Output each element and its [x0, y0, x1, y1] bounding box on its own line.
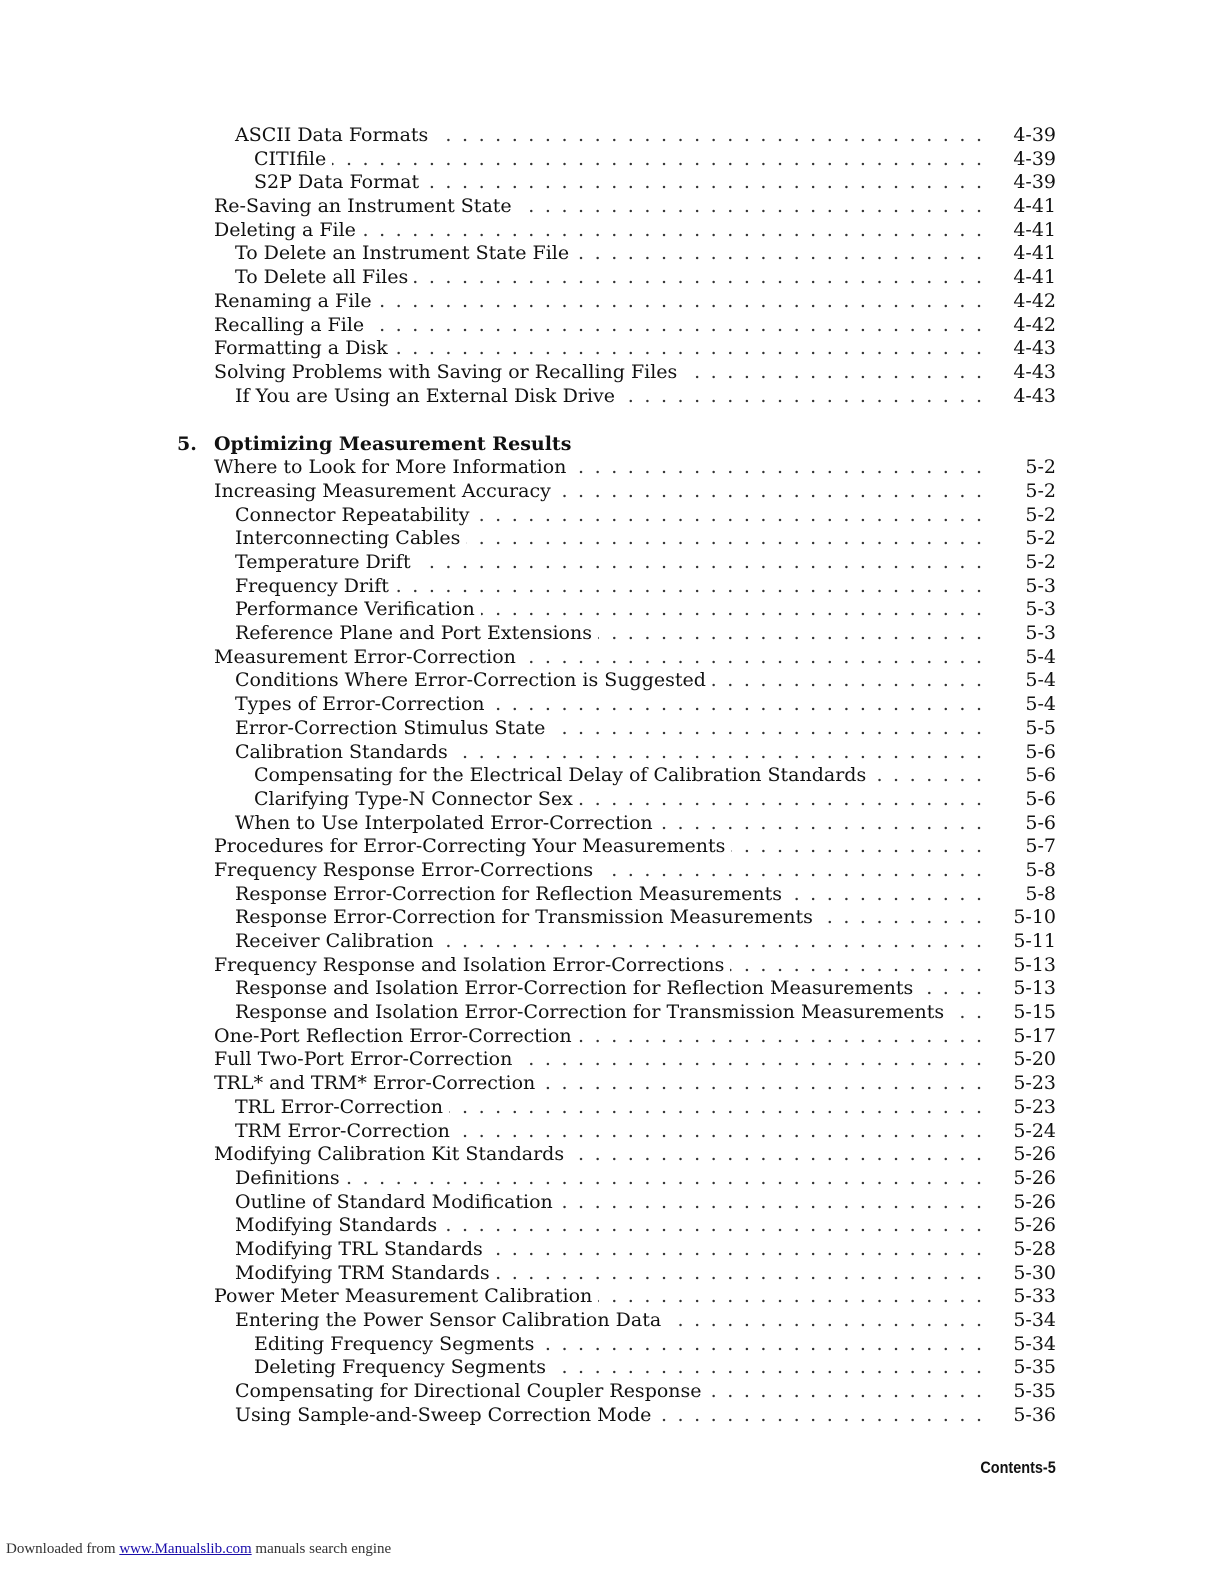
toc-entry-title: Measurement Error-Correction: [214, 646, 522, 670]
toc-entry-title: Reference Plane and Port Extensions: [235, 622, 598, 646]
dot-leader: [330, 219, 982, 243]
toc-entry-title: Editing Frequency Segments: [254, 1333, 540, 1357]
dot-leader: [330, 551, 982, 575]
chapter-number: 5.: [177, 433, 197, 456]
toc-entry-page: 5-36: [1013, 1403, 1056, 1426]
toc-entry-title: Temperature Drift: [235, 551, 417, 575]
toc-entry[interactable]: [0, 788, 1224, 812]
toc-entry-page: 4-43: [1013, 337, 1056, 360]
toc-entry-page: 5-6: [1025, 764, 1056, 787]
toc-entry[interactable]: [0, 835, 1224, 859]
toc-entry-title: Where to Look for More Information: [214, 456, 572, 480]
toc-entry-page: 5-26: [1013, 1214, 1056, 1237]
toc-entry[interactable]: [0, 575, 1224, 599]
toc-entry-page: 5-35: [1013, 1380, 1056, 1403]
toc-entry[interactable]: [0, 1167, 1224, 1191]
toc-entry-page: 5-5: [1025, 716, 1056, 739]
toc-entry[interactable]: [0, 717, 1224, 741]
toc-entry[interactable]: [0, 954, 1224, 978]
toc-entry[interactable]: [0, 693, 1224, 717]
toc-entry-title: Definitions: [235, 1167, 346, 1191]
toc-entry-page: 5-33: [1013, 1285, 1056, 1308]
toc-entry[interactable]: [0, 219, 1224, 243]
toc-entry[interactable]: [0, 1285, 1224, 1309]
toc-entry-page: 4-42: [1013, 313, 1056, 336]
toc-entry-title: One-Port Reflection Error-Correction: [214, 1025, 578, 1049]
toc-entry-title: Modifying Calibration Kit Standards: [214, 1143, 570, 1167]
toc-entry-title: TRL* and TRM* Error-Correction: [214, 1072, 541, 1096]
toc-entry-page: 5-4: [1025, 669, 1056, 692]
toc-entry[interactable]: [0, 646, 1224, 670]
toc-section-previous: [0, 124, 1224, 408]
toc-entry[interactable]: [0, 124, 1224, 148]
toc-entry-title: Compensating for the Electrical Delay of Calibration Standards: [254, 764, 872, 788]
toc-entry[interactable]: [0, 504, 1224, 528]
toc-entry[interactable]: [0, 456, 1224, 480]
toc-entry-page: 5-3: [1025, 622, 1056, 645]
table-of-contents: [0, 124, 1224, 1427]
toc-entry[interactable]: [0, 1025, 1224, 1049]
toc-entry-page: 5-13: [1013, 977, 1056, 1000]
toc-entry-title: Increasing Measurement Accuracy: [214, 480, 557, 504]
toc-entry-title: Frequency Response Error-Corrections: [214, 859, 599, 883]
dot-leader: [330, 1167, 982, 1191]
toc-entry[interactable]: [0, 361, 1224, 385]
toc-entry-page: 5-35: [1013, 1356, 1056, 1379]
toc-entry-title: Re-Saving an Instrument State: [214, 195, 518, 219]
toc-entry-title: Response Error-Correction for Reflection Measurements: [235, 883, 788, 907]
toc-entry-page: 5-17: [1013, 1024, 1056, 1047]
toc-entry-page: 5-28: [1013, 1237, 1056, 1260]
toc-entry[interactable]: [0, 1143, 1224, 1167]
toc-entry-title: Compensating for Directional Coupler Response: [235, 1380, 708, 1404]
toc-entry[interactable]: [0, 883, 1224, 907]
toc-entry-page: 4-43: [1013, 384, 1056, 407]
toc-entry-title: When to Use Interpolated Error-Correction: [235, 812, 659, 836]
toc-entry-page: 5-6: [1025, 787, 1056, 810]
download-prefix: Downloaded from: [6, 1541, 116, 1557]
toc-entry[interactable]: [0, 290, 1224, 314]
toc-entry[interactable]: [0, 480, 1224, 504]
toc-entry-page: 5-4: [1025, 645, 1056, 668]
toc-section-chapter-5: [0, 456, 1224, 1427]
toc-entry-title: CITIfile: [254, 148, 332, 172]
toc-entry[interactable]: [0, 527, 1224, 551]
toc-entry-title: ASCII Data Formats: [235, 124, 434, 148]
toc-entry-title: Deleting a File: [214, 219, 362, 243]
toc-entry-page: 5-11: [1013, 930, 1056, 952]
manualslib-link[interactable]: www.Manualslib.com: [119, 1541, 252, 1557]
toc-entry-title: Connector Repeatability: [235, 504, 476, 528]
toc-entry[interactable]: [0, 148, 1224, 172]
toc-entry-page: 5-26: [1013, 1143, 1056, 1166]
dot-leader: [330, 314, 982, 338]
toc-entry[interactable]: [0, 1191, 1224, 1215]
toc-entry-title: Response and Isolation Error-Correction for Transmission Measurements: [235, 1001, 950, 1025]
dot-leader: [330, 148, 982, 172]
toc-entry-page: 5-13: [1013, 953, 1056, 976]
toc-entry-title: Using Sample-and-Sweep Correction Mode: [235, 1404, 657, 1428]
toc-entry[interactable]: [0, 1333, 1224, 1357]
toc-entry-title: Modifying TRL Standards: [235, 1238, 489, 1262]
toc-entry-title: To Delete an Instrument State File: [235, 242, 575, 266]
toc-entry[interactable]: [0, 1120, 1224, 1144]
toc-entry[interactable]: [0, 1214, 1224, 1238]
toc-entry-title: Response and Isolation Error-Correction for Reflection Measurements: [235, 977, 919, 1001]
toc-entry-title: Frequency Response and Isolation Error-Corrections: [214, 954, 730, 978]
toc-entry-page: 4-41: [1013, 218, 1056, 241]
toc-entry-page: 4-41: [1013, 266, 1056, 289]
toc-entry-title: S2P Data Format: [254, 171, 425, 195]
page-number-footer: Contents-5: [980, 1458, 1056, 1477]
dot-leader: [330, 266, 982, 290]
toc-entry-title: Conditions Where Error-Correction is Suggested: [235, 669, 712, 693]
toc-entry-title: Modifying TRM Standards: [235, 1262, 496, 1286]
toc-entry-page: 5-8: [1025, 858, 1056, 881]
toc-entry[interactable]: [0, 1356, 1224, 1380]
toc-entry[interactable]: [0, 977, 1224, 1001]
toc-entry[interactable]: [0, 930, 1224, 954]
toc-entry[interactable]: [0, 171, 1224, 195]
toc-entry-page: 5-30: [1013, 1261, 1056, 1284]
toc-entry-title: Solving Problems with Saving or Recalling Files: [214, 361, 683, 385]
toc-entry-page: 5-2: [1025, 551, 1056, 573]
toc-entry[interactable]: [0, 1404, 1224, 1428]
toc-entry-title: Clarifying Type-N Connector Sex: [254, 788, 579, 812]
toc-entry-title: Response Error-Correction for Transmission Measurements: [235, 906, 819, 930]
toc-entry-page: 4-41: [1013, 242, 1056, 265]
toc-entry-page: 4-42: [1013, 289, 1056, 312]
dot-leader: [330, 575, 982, 599]
toc-entry-page: 5-7: [1025, 835, 1056, 858]
toc-entry-title: Procedures for Error-Correcting Your Measurements: [214, 835, 731, 859]
toc-entry-title: TRL Error-Correction: [235, 1096, 449, 1120]
toc-entry-page: 5-3: [1025, 598, 1056, 621]
toc-entry-page: 5-2: [1025, 503, 1056, 526]
toc-entry-title: Recalling a File: [214, 314, 370, 338]
dot-leader: [330, 171, 982, 195]
toc-entry-title: TRM Error-Correction: [235, 1120, 456, 1144]
toc-entry-title: Formatting a Disk: [214, 337, 394, 361]
toc-entry-page: 5-15: [1013, 1001, 1056, 1024]
toc-entry[interactable]: [0, 598, 1224, 622]
toc-entry[interactable]: [0, 195, 1224, 219]
toc-entry[interactable]: [0, 669, 1224, 693]
toc-entry[interactable]: [0, 1096, 1224, 1120]
toc-entry-title: Full Two-Port Error-Correction: [214, 1048, 518, 1072]
toc-entry-page: 5-24: [1013, 1119, 1056, 1142]
toc-entry[interactable]: [0, 1380, 1224, 1404]
toc-entry-title: Performance Verification: [235, 598, 481, 622]
toc-entry[interactable]: [0, 1048, 1224, 1072]
toc-entry-page: 5-34: [1013, 1309, 1056, 1331]
toc-entry[interactable]: [0, 859, 1224, 883]
toc-entry-page: 4-39: [1013, 124, 1056, 146]
toc-entry-page: 5-23: [1013, 1072, 1056, 1095]
download-notice: [6, 1541, 391, 1558]
toc-entry-title: Receiver Calibration: [235, 930, 440, 954]
toc-entry-page: 4-43: [1013, 360, 1056, 383]
toc-entry-title: Outline of Standard Modification: [235, 1191, 559, 1215]
toc-entry-page: 5-26: [1013, 1166, 1056, 1189]
toc-entry-page: 5-6: [1025, 740, 1056, 763]
toc-entry-title: To Delete all Files: [235, 266, 414, 290]
toc-entry-page: 5-20: [1013, 1048, 1056, 1071]
toc-entry[interactable]: [0, 1238, 1224, 1262]
toc-entry-page: 5-2: [1025, 527, 1056, 550]
toc-entry-page: 4-41: [1013, 195, 1056, 218]
toc-entry[interactable]: [0, 242, 1224, 266]
chapter-heading: [0, 432, 1224, 456]
toc-entry[interactable]: [0, 622, 1224, 646]
toc-entry-title: Power Meter Measurement Calibration: [214, 1285, 598, 1309]
toc-entry-title: Renaming a File: [214, 290, 378, 314]
toc-entry-page: 5-34: [1013, 1332, 1056, 1355]
toc-entry[interactable]: [0, 764, 1224, 788]
toc-entry[interactable]: [0, 551, 1224, 575]
toc-entry-page: 5-26: [1013, 1190, 1056, 1213]
toc-entry[interactable]: [0, 1262, 1224, 1286]
toc-entry-page: 5-2: [1025, 456, 1056, 479]
toc-entry[interactable]: [0, 1072, 1224, 1096]
toc-entry-title: Interconnecting Cables: [235, 527, 466, 551]
chapter-gap: [0, 408, 1224, 432]
toc-entry-title: If You are Using an External Disk Drive: [235, 385, 621, 409]
toc-entry[interactable]: [0, 1001, 1224, 1025]
download-suffix: manuals search engine: [255, 1541, 392, 1557]
toc-entry-title: Calibration Standards: [235, 741, 454, 765]
toc-entry-page: 5-6: [1025, 811, 1056, 834]
dot-leader: [330, 337, 982, 361]
toc-entry-title: Deleting Frequency Segments: [254, 1356, 552, 1380]
toc-entry-title: Entering the Power Sensor Calibration Data: [235, 1309, 667, 1333]
toc-entry-title: Modifying Standards: [235, 1214, 443, 1238]
toc-entry[interactable]: [0, 314, 1224, 338]
toc-entry-title: Frequency Drift: [235, 575, 395, 599]
toc-entry[interactable]: [0, 1309, 1224, 1333]
toc-entry-page: 5-3: [1025, 574, 1056, 597]
toc-entry[interactable]: [0, 385, 1224, 409]
toc-entry[interactable]: [0, 337, 1224, 361]
chapter-title: Optimizing Measurement Results: [214, 433, 572, 456]
toc-entry-page: 5-2: [1025, 479, 1056, 502]
toc-entry-page: 4-39: [1013, 171, 1056, 194]
toc-entry-title: Error-Correction Stimulus State: [235, 717, 551, 741]
toc-entry-page: 5-10: [1013, 906, 1056, 929]
toc-entry[interactable]: [0, 266, 1224, 290]
toc-entry-page: 5-8: [1025, 882, 1056, 905]
toc-entry[interactable]: [0, 906, 1224, 930]
dot-leader: [330, 290, 982, 314]
toc-entry[interactable]: [0, 741, 1224, 765]
toc-entry[interactable]: [0, 812, 1224, 836]
toc-entry-page: 5-4: [1025, 693, 1056, 716]
toc-entry-page: 5-23: [1013, 1095, 1056, 1118]
toc-entry-title: Types of Error-Correction: [235, 693, 491, 717]
toc-entry-page: 4-39: [1013, 147, 1056, 170]
